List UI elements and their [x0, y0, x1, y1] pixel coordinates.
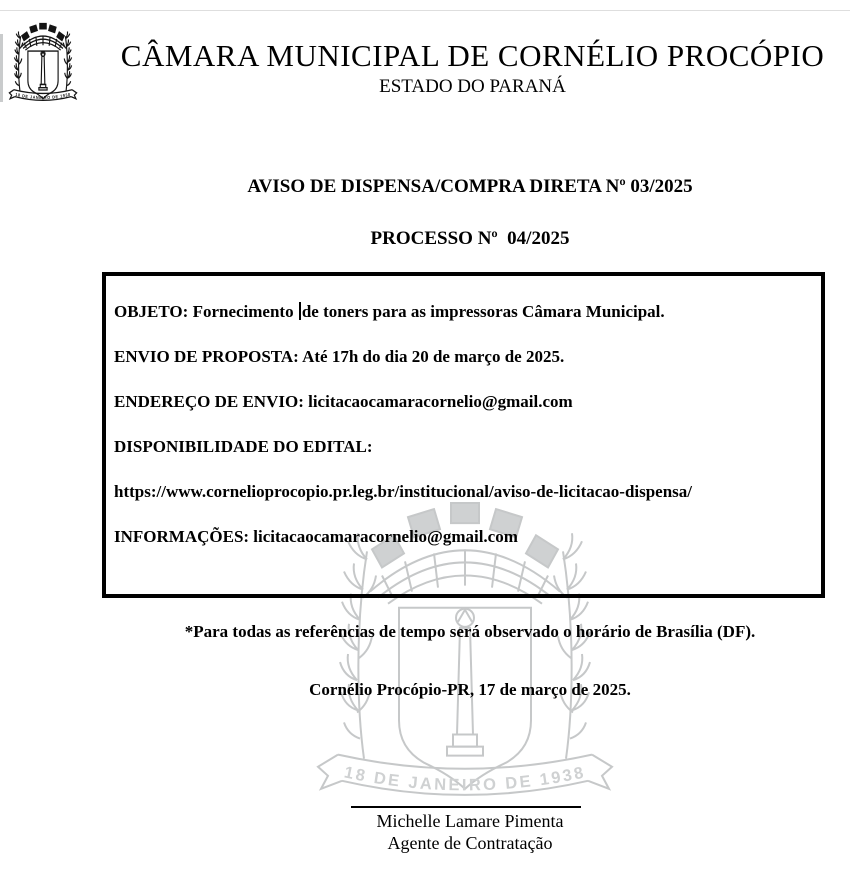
signature-line: [351, 806, 581, 808]
org-name: CÂMARA MUNICIPAL DE CORNÉLIO PROCÓPIO: [120, 38, 825, 73]
envio-proposta-line[interactable]: ENVIO DE PROPOSTA: Até 17h do dia 20 de março de 2025.: [114, 347, 565, 366]
text-cursor: [299, 302, 301, 320]
objeto-line[interactable]: [114, 301, 811, 322]
scan-edge-artifact-top: [0, 10, 850, 11]
process-title: PROCESSO Nº 04/2025: [370, 228, 570, 249]
signatory-name: Michelle Lamare Pimenta: [376, 811, 564, 831]
informacoes-line[interactable]: INFORMAÇÕES: licitacaocamaracornelio@gmail.com: [114, 527, 518, 546]
scan-edge-artifact-left: [0, 34, 3, 102]
objeto-text-before-cursor: OBJETO: Fornecimento: [114, 302, 298, 321]
coat-of-arms-logo: [8, 22, 78, 104]
edital-url-line[interactable]: https://www.cornelioprocopio.pr.leg.br/institucional/aviso-de-licitacao-dispensa/: [114, 482, 693, 501]
endereco-envio-line[interactable]: ENDEREÇO DE ENVIO: licitacaocamaracornelio@gmail.com: [114, 392, 573, 411]
place-date-line: Cornélio Procópio-PR, 17 de março de 2025.: [309, 680, 631, 699]
notice-box: [102, 272, 825, 598]
signatory-role: Agente de Contratação: [387, 833, 553, 853]
disponibilidade-line[interactable]: DISPONIBILIDADE DO EDITAL:: [114, 437, 373, 456]
objeto-text-after-cursor: de toners para as impressoras Câmara Municipal.: [301, 302, 665, 321]
document-header: [95, 38, 850, 98]
state-line: ESTADO DO PARANÁ: [379, 76, 566, 97]
time-reference-note: *Para todas as referências de tempo será observado o horário de Brasília (DF).: [184, 622, 756, 641]
notice-title: AVISO DE DISPENSA/COMPRA DIRETA Nº 03/2025: [247, 176, 693, 197]
